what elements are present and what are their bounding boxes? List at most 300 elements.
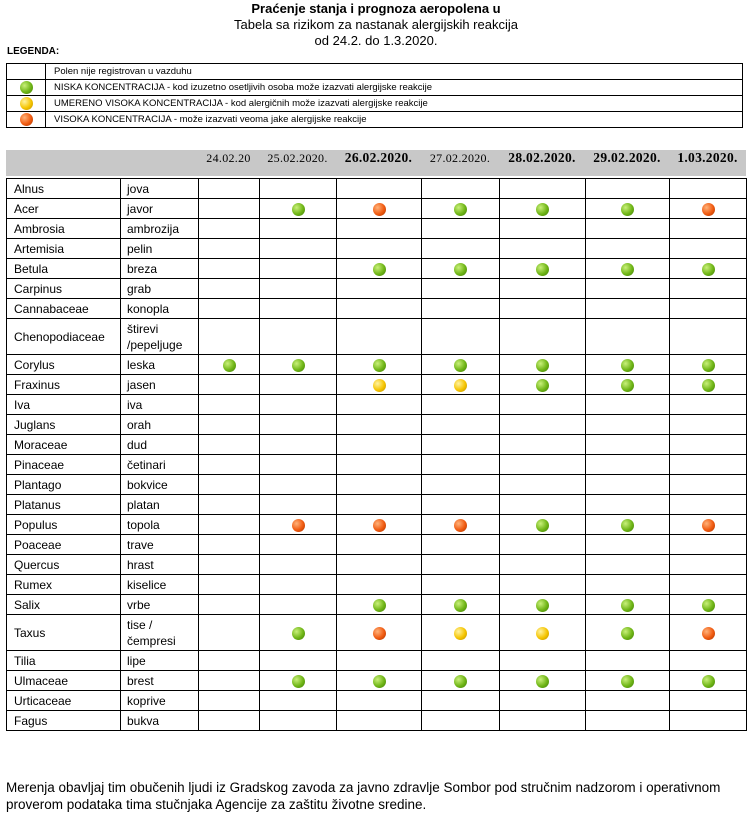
level-cell bbox=[500, 375, 586, 395]
latin-name: Moraceae bbox=[7, 435, 121, 455]
orange-dot-icon bbox=[373, 203, 386, 216]
level-cell bbox=[586, 179, 670, 199]
level-cell bbox=[337, 711, 422, 731]
level-cell bbox=[199, 319, 260, 355]
yellow-dot-icon bbox=[20, 97, 33, 110]
level-cell bbox=[260, 299, 337, 319]
legend-symbol bbox=[7, 64, 46, 80]
table-row bbox=[7, 535, 747, 555]
level-cell bbox=[337, 239, 422, 259]
level-cell bbox=[199, 415, 260, 435]
level-cell bbox=[586, 575, 670, 595]
green-dot-icon bbox=[702, 599, 715, 612]
level-cell bbox=[670, 355, 747, 375]
level-cell bbox=[586, 455, 670, 475]
level-cell bbox=[422, 555, 500, 575]
green-dot-icon bbox=[536, 203, 549, 216]
pollen-table bbox=[6, 178, 747, 731]
level-cell bbox=[500, 179, 586, 199]
level-cell bbox=[500, 691, 586, 711]
level-cell bbox=[260, 455, 337, 475]
yellow-dot-icon bbox=[373, 379, 386, 392]
level-cell bbox=[260, 355, 337, 375]
level-cell bbox=[500, 355, 586, 375]
level-cell bbox=[670, 219, 747, 239]
green-dot-icon bbox=[702, 359, 715, 372]
latin-name: Corylus bbox=[7, 355, 121, 375]
green-dot-icon bbox=[621, 379, 634, 392]
level-cell bbox=[260, 575, 337, 595]
table-row bbox=[7, 239, 747, 259]
level-cell bbox=[422, 299, 500, 319]
green-dot-icon bbox=[373, 599, 386, 612]
level-cell bbox=[422, 355, 500, 375]
level-cell bbox=[422, 395, 500, 415]
legend-table bbox=[6, 63, 743, 128]
green-dot-icon bbox=[621, 627, 634, 640]
table-row bbox=[7, 435, 747, 455]
table-row bbox=[7, 595, 747, 615]
table-row bbox=[7, 299, 747, 319]
level-cell bbox=[260, 535, 337, 555]
level-cell bbox=[670, 239, 747, 259]
level-cell bbox=[199, 555, 260, 575]
level-cell bbox=[586, 395, 670, 415]
level-cell bbox=[199, 515, 260, 535]
common-name: iva bbox=[121, 395, 199, 415]
latin-name: Iva bbox=[7, 395, 121, 415]
level-cell bbox=[337, 199, 422, 219]
level-cell bbox=[670, 375, 747, 395]
level-cell bbox=[670, 671, 747, 691]
green-dot-icon bbox=[702, 675, 715, 688]
yellow-dot-icon bbox=[454, 627, 467, 640]
common-name: topola bbox=[121, 515, 199, 535]
green-dot-icon bbox=[536, 359, 549, 372]
level-cell bbox=[422, 515, 500, 535]
green-dot-icon bbox=[454, 359, 467, 372]
latin-name: Fraxinus bbox=[7, 375, 121, 395]
table-row bbox=[7, 199, 747, 219]
level-cell bbox=[500, 711, 586, 731]
level-cell bbox=[337, 375, 422, 395]
level-cell bbox=[199, 615, 260, 651]
common-name: kiselice bbox=[121, 575, 199, 595]
level-cell bbox=[586, 615, 670, 651]
common-name: brest bbox=[121, 671, 199, 691]
date-header: 26.02.2020. bbox=[344, 150, 413, 165]
level-cell bbox=[586, 495, 670, 515]
level-cell bbox=[260, 219, 337, 239]
level-cell bbox=[422, 375, 500, 395]
green-dot-icon bbox=[292, 203, 305, 216]
latin-name: Carpinus bbox=[7, 279, 121, 299]
level-cell bbox=[260, 435, 337, 455]
table-row bbox=[7, 691, 747, 711]
level-cell bbox=[260, 555, 337, 575]
level-cell bbox=[500, 495, 586, 515]
level-cell bbox=[199, 375, 260, 395]
level-cell bbox=[670, 535, 747, 555]
level-cell bbox=[670, 691, 747, 711]
date-header: 28.02.2020. bbox=[508, 150, 576, 165]
level-cell bbox=[260, 179, 337, 199]
green-dot-icon bbox=[292, 627, 305, 640]
level-cell bbox=[500, 475, 586, 495]
level-cell bbox=[670, 199, 747, 219]
level-cell bbox=[199, 299, 260, 319]
level-cell bbox=[586, 515, 670, 535]
level-cell bbox=[199, 535, 260, 555]
level-cell bbox=[670, 495, 747, 515]
level-cell bbox=[500, 535, 586, 555]
footer-note: Merenja obavljaj tim obučenih ljudi iz Gradskog zavoda za javno zdravlje Sombor pod stručnim nadzorom i operativnom proverom podataka tima stučnjaka Agencije za zaštitu životne sredine. bbox=[6, 780, 721, 812]
level-cell bbox=[199, 455, 260, 475]
level-cell bbox=[260, 415, 337, 435]
level-cell bbox=[500, 395, 586, 415]
common-name: leska bbox=[121, 355, 199, 375]
level-cell bbox=[199, 239, 260, 259]
level-cell bbox=[670, 299, 747, 319]
table-row bbox=[7, 495, 747, 515]
level-cell bbox=[500, 515, 586, 535]
level-cell bbox=[670, 279, 747, 299]
common-name: koprive bbox=[121, 691, 199, 711]
orange-dot-icon bbox=[20, 113, 33, 126]
level-cell bbox=[670, 319, 747, 355]
level-cell bbox=[337, 555, 422, 575]
level-cell bbox=[337, 415, 422, 435]
date-header: 24.02.20 bbox=[206, 151, 251, 165]
level-cell bbox=[586, 239, 670, 259]
common-name: grab bbox=[121, 279, 199, 299]
common-name: platan bbox=[121, 495, 199, 515]
common-name: trave bbox=[121, 535, 199, 555]
level-cell bbox=[199, 495, 260, 515]
green-dot-icon bbox=[454, 599, 467, 612]
green-dot-icon bbox=[223, 359, 236, 372]
level-cell bbox=[500, 615, 586, 651]
table-row bbox=[7, 651, 747, 671]
level-cell bbox=[337, 515, 422, 535]
level-cell bbox=[586, 535, 670, 555]
green-dot-icon bbox=[536, 379, 549, 392]
level-cell bbox=[337, 395, 422, 415]
yellow-dot-icon bbox=[536, 627, 549, 640]
common-name: pelin bbox=[121, 239, 199, 259]
level-cell bbox=[500, 219, 586, 239]
common-name: breza bbox=[121, 259, 199, 279]
level-cell bbox=[422, 535, 500, 555]
legend-row bbox=[7, 80, 743, 96]
green-dot-icon bbox=[621, 519, 634, 532]
level-cell bbox=[199, 691, 260, 711]
green-dot-icon bbox=[373, 263, 386, 276]
level-cell bbox=[260, 615, 337, 651]
legend-heading: LEGENDA: bbox=[7, 46, 60, 57]
green-dot-icon bbox=[454, 675, 467, 688]
date-header: 25.02.2020. bbox=[267, 151, 328, 165]
table-row bbox=[7, 355, 747, 375]
green-dot-icon bbox=[621, 203, 634, 216]
level-cell bbox=[500, 595, 586, 615]
table-row bbox=[7, 475, 747, 495]
orange-dot-icon bbox=[702, 627, 715, 640]
level-cell bbox=[260, 475, 337, 495]
level-cell bbox=[337, 355, 422, 375]
legend-text: Polen nije registrovan u vazduhu bbox=[46, 64, 743, 80]
legend-symbol bbox=[7, 112, 46, 128]
level-cell bbox=[586, 415, 670, 435]
green-dot-icon bbox=[702, 379, 715, 392]
report-subtitle: Tabela sa rizikom za nastanak alergijskih reakcija bbox=[234, 17, 518, 32]
latin-name: Tilia bbox=[7, 651, 121, 671]
level-cell bbox=[422, 179, 500, 199]
level-cell bbox=[260, 515, 337, 535]
latin-name: Juglans bbox=[7, 415, 121, 435]
level-cell bbox=[337, 179, 422, 199]
level-cell bbox=[500, 415, 586, 435]
level-cell bbox=[337, 671, 422, 691]
green-dot-icon bbox=[702, 263, 715, 276]
common-name: tise / čempresi bbox=[121, 615, 199, 651]
common-name: lipe bbox=[121, 651, 199, 671]
level-cell bbox=[422, 259, 500, 279]
level-cell bbox=[500, 299, 586, 319]
level-cell bbox=[422, 651, 500, 671]
level-cell bbox=[422, 691, 500, 711]
level-cell bbox=[586, 375, 670, 395]
level-cell bbox=[337, 219, 422, 239]
level-cell bbox=[586, 435, 670, 455]
report-title: Praćenje stanja i prognoza aeropolena u bbox=[251, 1, 501, 16]
level-cell bbox=[586, 475, 670, 495]
level-cell bbox=[670, 179, 747, 199]
level-cell bbox=[199, 179, 260, 199]
level-cell bbox=[500, 455, 586, 475]
orange-dot-icon bbox=[702, 203, 715, 216]
level-cell bbox=[337, 575, 422, 595]
level-cell bbox=[199, 595, 260, 615]
common-name: vrbe bbox=[121, 595, 199, 615]
common-name: konopla bbox=[121, 299, 199, 319]
level-cell bbox=[586, 671, 670, 691]
level-cell bbox=[670, 475, 747, 495]
table-row bbox=[7, 279, 747, 299]
level-cell bbox=[586, 219, 670, 239]
level-cell bbox=[260, 395, 337, 415]
level-cell bbox=[422, 615, 500, 651]
latin-name: Acer bbox=[7, 199, 121, 219]
green-dot-icon bbox=[454, 203, 467, 216]
level-cell bbox=[500, 651, 586, 671]
level-cell bbox=[260, 279, 337, 299]
level-cell bbox=[422, 415, 500, 435]
orange-dot-icon bbox=[292, 519, 305, 532]
level-cell bbox=[199, 651, 260, 671]
latin-name: Fagus bbox=[7, 711, 121, 731]
level-cell bbox=[337, 259, 422, 279]
table-row bbox=[7, 259, 747, 279]
level-cell bbox=[586, 355, 670, 375]
green-dot-icon bbox=[454, 263, 467, 276]
level-cell bbox=[500, 259, 586, 279]
latin-name: Alnus bbox=[7, 179, 121, 199]
common-name: bukva bbox=[121, 711, 199, 731]
level-cell bbox=[199, 395, 260, 415]
level-cell bbox=[500, 671, 586, 691]
level-cell bbox=[260, 671, 337, 691]
level-cell bbox=[586, 279, 670, 299]
level-cell bbox=[586, 651, 670, 671]
level-cell bbox=[500, 279, 586, 299]
level-cell bbox=[199, 279, 260, 299]
latin-name: Artemisia bbox=[7, 239, 121, 259]
common-name: jova bbox=[121, 179, 199, 199]
level-cell bbox=[670, 575, 747, 595]
level-cell bbox=[670, 259, 747, 279]
green-dot-icon bbox=[536, 263, 549, 276]
level-cell bbox=[586, 711, 670, 731]
level-cell bbox=[337, 435, 422, 455]
table-row bbox=[7, 555, 747, 575]
common-name: bokvice bbox=[121, 475, 199, 495]
green-dot-icon bbox=[621, 599, 634, 612]
latin-name: Cannabaceae bbox=[7, 299, 121, 319]
level-cell bbox=[199, 575, 260, 595]
green-dot-icon bbox=[536, 599, 549, 612]
level-cell bbox=[422, 455, 500, 475]
level-cell bbox=[337, 615, 422, 651]
table-row bbox=[7, 395, 747, 415]
level-cell bbox=[260, 691, 337, 711]
date-header: 29.02.2020. bbox=[593, 150, 661, 165]
legend-text: UMERENO VISOKA KONCENTRACIJA - kod alergičnih može izazvati alergijske reakcije bbox=[46, 96, 743, 112]
level-cell bbox=[260, 259, 337, 279]
common-name: javor bbox=[121, 199, 199, 219]
green-dot-icon bbox=[20, 81, 33, 94]
green-dot-icon bbox=[536, 675, 549, 688]
table-row bbox=[7, 219, 747, 239]
level-cell bbox=[670, 651, 747, 671]
level-cell bbox=[422, 575, 500, 595]
level-cell bbox=[500, 575, 586, 595]
legend-symbol bbox=[7, 80, 46, 96]
level-cell bbox=[670, 395, 747, 415]
legend-row bbox=[7, 112, 743, 128]
latin-name: Ulmaceae bbox=[7, 671, 121, 691]
level-cell bbox=[260, 651, 337, 671]
latin-name: Ambrosia bbox=[7, 219, 121, 239]
level-cell bbox=[337, 535, 422, 555]
level-cell bbox=[337, 651, 422, 671]
level-cell bbox=[586, 299, 670, 319]
legend-text: VISOKA KONCENTRACIJA - može izazvati veoma jake alergijske reakcije bbox=[46, 112, 743, 128]
level-cell bbox=[586, 319, 670, 355]
common-name: orah bbox=[121, 415, 199, 435]
legend-row bbox=[7, 64, 743, 80]
level-cell bbox=[670, 711, 747, 731]
green-dot-icon bbox=[536, 519, 549, 532]
common-name: štirevi /pepeljuge bbox=[121, 319, 199, 355]
table-row bbox=[7, 711, 747, 731]
latin-name: Poaceae bbox=[7, 535, 121, 555]
latin-name: Chenopodiaceae bbox=[7, 319, 121, 355]
table-row bbox=[7, 515, 747, 535]
level-cell bbox=[260, 595, 337, 615]
level-cell bbox=[500, 199, 586, 219]
level-cell bbox=[422, 319, 500, 355]
level-cell bbox=[337, 319, 422, 355]
level-cell bbox=[670, 555, 747, 575]
common-name: četinari bbox=[121, 455, 199, 475]
level-cell bbox=[500, 319, 586, 355]
orange-dot-icon bbox=[702, 519, 715, 532]
level-cell bbox=[260, 375, 337, 395]
common-name: dud bbox=[121, 435, 199, 455]
level-cell bbox=[670, 455, 747, 475]
level-cell bbox=[199, 435, 260, 455]
table-row bbox=[7, 615, 747, 651]
level-cell bbox=[422, 239, 500, 259]
latin-name: Platanus bbox=[7, 495, 121, 515]
yellow-dot-icon bbox=[454, 379, 467, 392]
level-cell bbox=[260, 495, 337, 515]
orange-dot-icon bbox=[373, 627, 386, 640]
report-period: od 24.2. do 1.3.2020. bbox=[314, 33, 438, 48]
level-cell bbox=[422, 595, 500, 615]
level-cell bbox=[586, 555, 670, 575]
level-cell bbox=[586, 691, 670, 711]
level-cell bbox=[422, 475, 500, 495]
level-cell bbox=[199, 199, 260, 219]
level-cell bbox=[337, 299, 422, 319]
level-cell bbox=[337, 455, 422, 475]
level-cell bbox=[586, 259, 670, 279]
level-cell bbox=[422, 711, 500, 731]
level-cell bbox=[422, 219, 500, 239]
table-row bbox=[7, 375, 747, 395]
level-cell bbox=[500, 555, 586, 575]
green-dot-icon bbox=[621, 675, 634, 688]
date-header: 1.03.2020. bbox=[677, 150, 738, 165]
level-cell bbox=[586, 199, 670, 219]
legend-symbol bbox=[7, 96, 46, 112]
table-row bbox=[7, 455, 747, 475]
level-cell bbox=[337, 475, 422, 495]
level-cell bbox=[337, 495, 422, 515]
level-cell bbox=[337, 691, 422, 711]
level-cell bbox=[500, 435, 586, 455]
orange-dot-icon bbox=[373, 519, 386, 532]
common-name: jasen bbox=[121, 375, 199, 395]
level-cell bbox=[199, 259, 260, 279]
table-row bbox=[7, 179, 747, 199]
green-dot-icon bbox=[621, 359, 634, 372]
level-cell bbox=[199, 711, 260, 731]
level-cell bbox=[260, 199, 337, 219]
level-cell bbox=[199, 355, 260, 375]
level-cell bbox=[670, 515, 747, 535]
latin-name: Rumex bbox=[7, 575, 121, 595]
table-row bbox=[7, 671, 747, 691]
common-name: ambrozija bbox=[121, 219, 199, 239]
table-row bbox=[7, 319, 747, 355]
date-header: 27.02.2020. bbox=[429, 151, 491, 165]
level-cell bbox=[337, 595, 422, 615]
level-cell bbox=[199, 475, 260, 495]
latin-name: Populus bbox=[7, 515, 121, 535]
